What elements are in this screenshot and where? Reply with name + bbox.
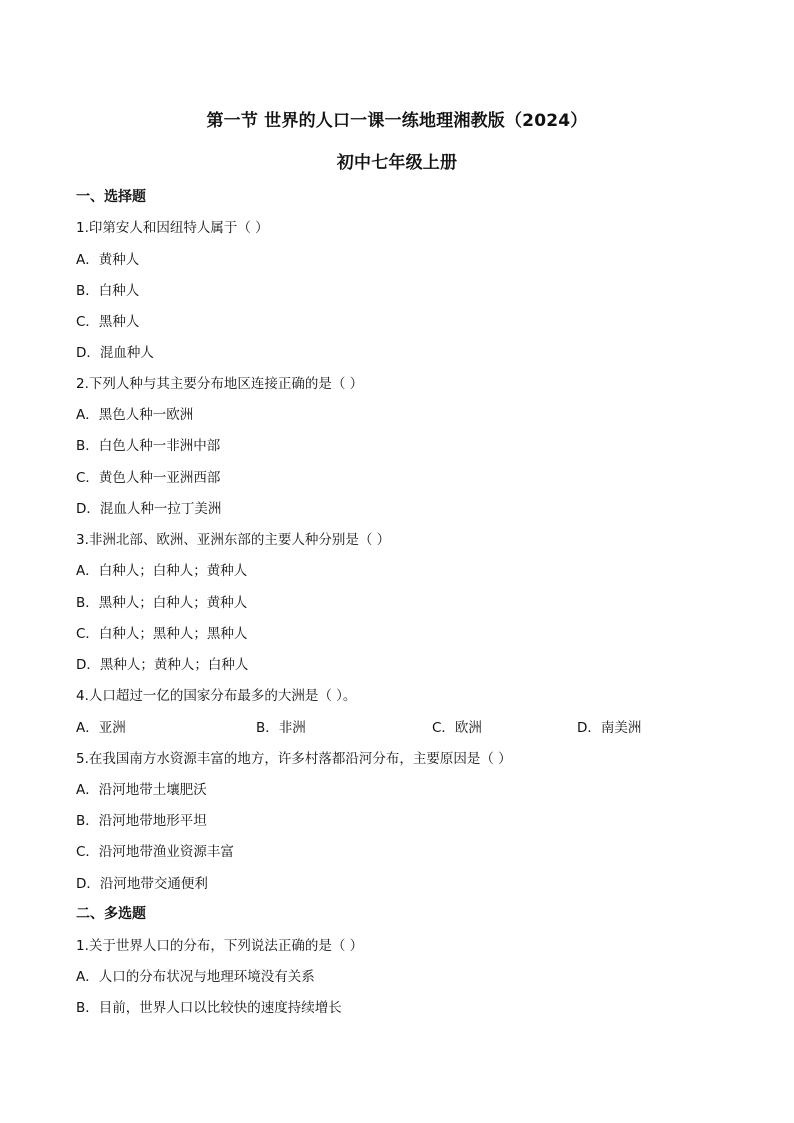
question-option: D．黑种人；黄种人；白种人	[76, 657, 249, 673]
question-stem: 3.非洲北部、欧洲、亚洲东部的主要人种分别是（ ）	[76, 532, 391, 548]
question-option: B．目前，世界人口以比较快的速度持续增长	[76, 1000, 342, 1016]
question-option: D．混血种人	[76, 345, 154, 361]
page-subtitle: 初中七年级上册	[336, 153, 458, 173]
page-title: 第一节 世界的人口一课一练地理湘教版（2024）	[206, 111, 588, 131]
question-stem: 4.人口超过一亿的国家分布最多的大洲是（ ）。	[76, 688, 357, 704]
question-stem: 1.关于世界人口的分布，下列说法正确的是（ ）	[76, 938, 364, 954]
question-option: B．黑种人；白种人；黄种人	[76, 595, 248, 611]
question-stem: 2.下列人种与其主要分布地区连接正确的是（ ）	[76, 376, 364, 392]
question-option: D．沿河地带交通便利	[76, 876, 208, 892]
question-option: A．白种人；白种人；黄种人	[76, 563, 248, 579]
question-option: B．沿河地带地形平坦	[76, 813, 207, 829]
question-option: C．白种人；黑种人；黑种人	[76, 626, 248, 642]
section-heading-choice: 一、选择题	[76, 189, 146, 205]
section-heading-multi: 二、多选题	[76, 906, 146, 922]
question-option: D．混血人种一拉丁美洲	[76, 501, 222, 517]
question-option: A．黄种人	[76, 252, 140, 268]
question-option: C．黑种人	[76, 314, 140, 330]
question-option: C．黄色人种一亚洲西部	[76, 470, 221, 486]
question-option: B．非洲	[256, 720, 306, 736]
question-stem: 1.印第安人和因纽特人属于（ ）	[76, 220, 269, 236]
question-option: C．沿河地带渔业资源丰富	[76, 844, 234, 860]
question-option: A．黑色人种一欧洲	[76, 407, 194, 423]
question-option: A．沿河地带土壤肥沃	[76, 782, 207, 798]
question-option: B．白色人种一非洲中部	[76, 438, 221, 454]
question-option: A．亚洲	[76, 720, 126, 736]
question-stem: 5.在我国南方水资源丰富的地方，许多村落都沿河分布，主要原因是（ ）	[76, 751, 512, 767]
question-option: B．白种人	[76, 283, 140, 299]
question-option: D．南美洲	[577, 720, 642, 736]
question-option: C．欧洲	[432, 720, 482, 736]
question-option: A．人口的分布状况与地理环境没有关系	[76, 969, 315, 985]
